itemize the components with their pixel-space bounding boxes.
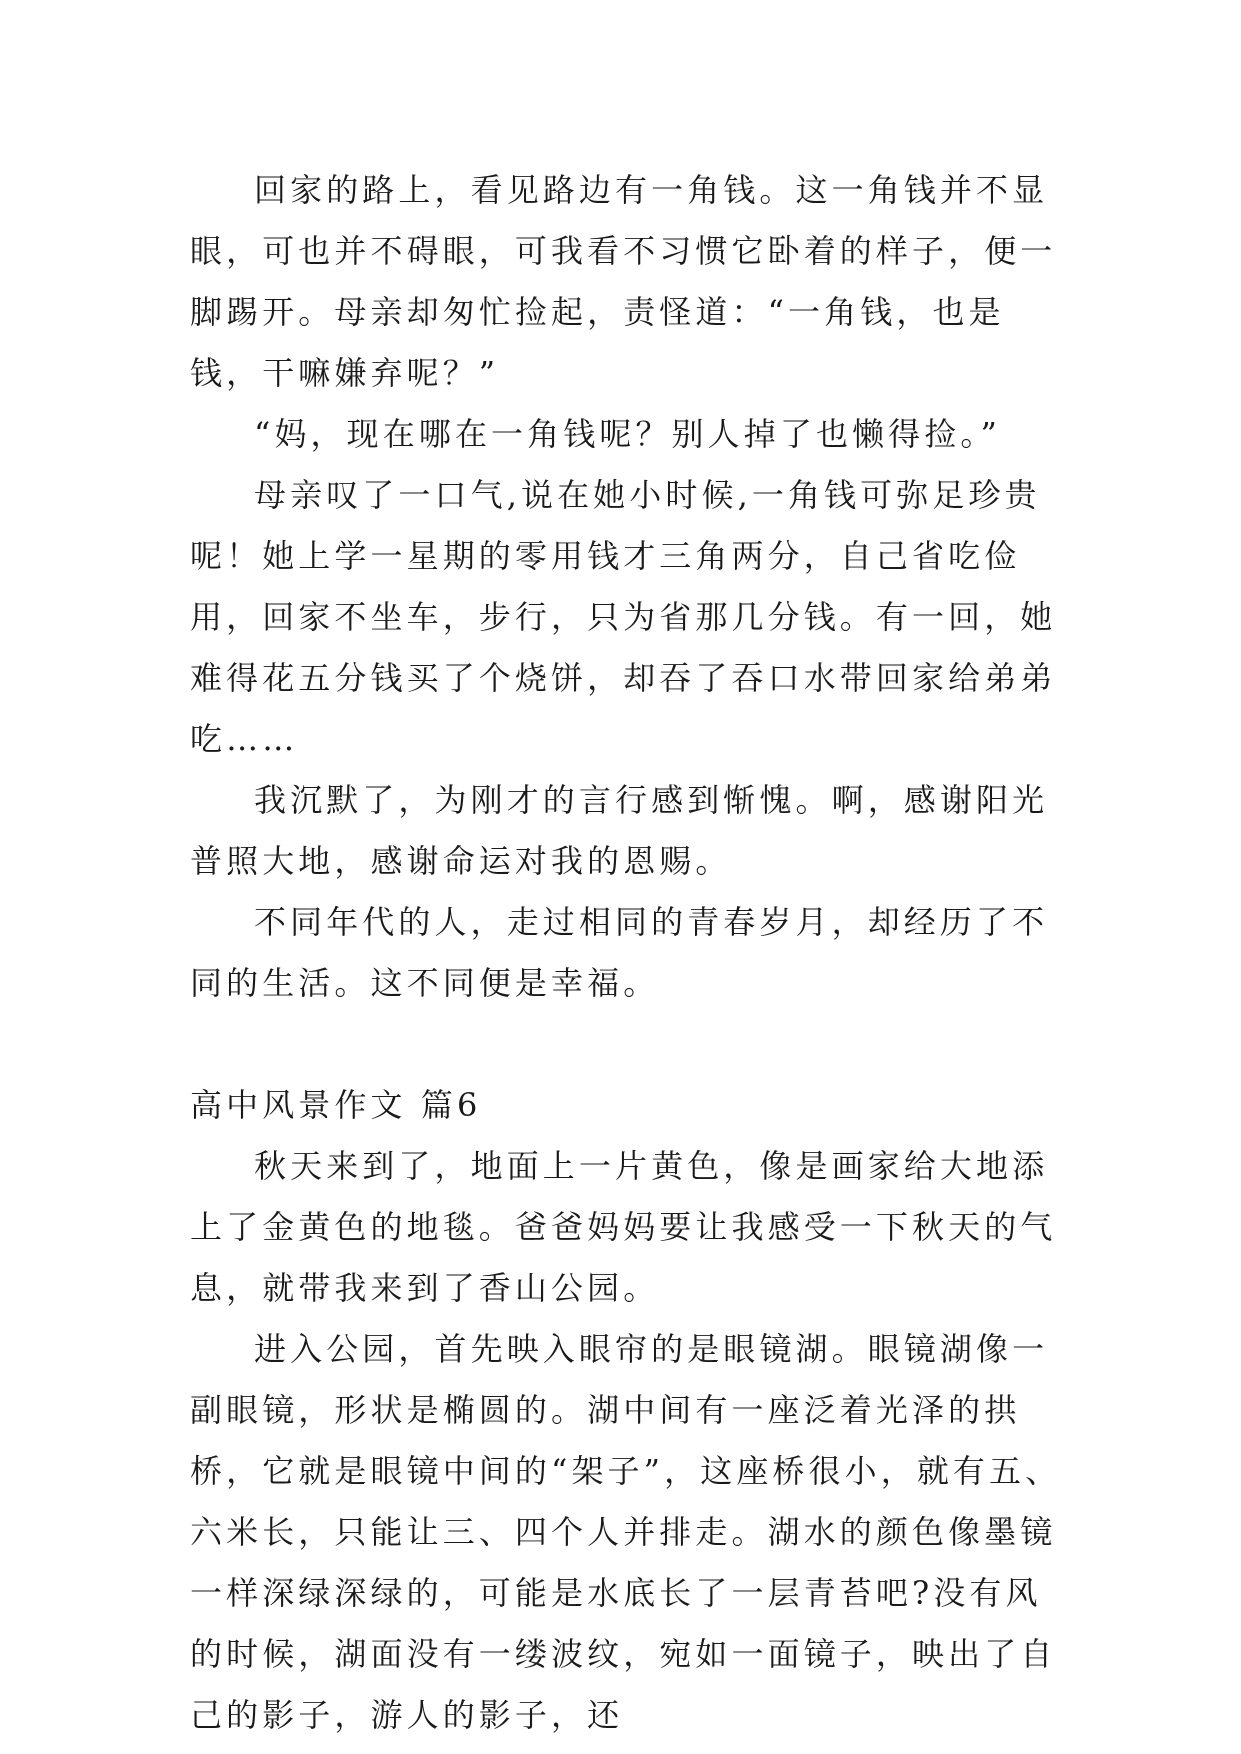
paragraph: 不同年代的人，走过相同的青春岁月，却经历了不同的生活。这不同便是幸福。 <box>190 903 1049 1002</box>
document-body <box>190 160 1070 1746</box>
paragraph: “妈，现在哪在一角钱呢？别人掉了也懒得捡。” <box>254 415 1001 453</box>
paragraph: 我沉默了，为刚才的言行感到惭愧。啊，感谢阳光普照大地，感谢命运对我的恩赐。 <box>190 781 1049 880</box>
paragraph: 母亲叹了一口气,说在她小时候,一角钱可弥足珍贵呢！她上学一星期的零用钱才三角两分，自己省吃俭用，回家不坐车，步行，只为省那几分钱。有一回，她难得花五分钱买了个烧饼，却吞了吞口水带回家给弟弟吃…… <box>190 476 1057 758</box>
paragraph: 回家的路上，看见路边有一角钱。这一角钱并不显眼，可也并不碍眼，可我看不习惯它卧着的样子，便一脚踢开。母亲却匆忙捡起，责怪道：“一角钱，也是钱，干嘛嫌弃呢？” <box>190 171 1057 392</box>
section-heading: 高中风景作文 篇6 <box>190 1086 482 1124</box>
paragraph: 秋天来到了，地面上一片黄色，像是画家给大地添上了金黄色的地毯。爸爸妈妈要让我感受一下秋天的气息，就带我来到了香山公园。 <box>190 1147 1057 1307</box>
paragraph: 进入公园，首先映入眼帘的是眼镜湖。眼镜湖像一副眼镜，形状是椭圆的。湖中间有一座泛着光泽的拱桥，它就是眼镜中间的“架子”，这座桥很小，就有五、六米长，只能让三、四个人并排走。湖水的颜色像墨镜一样深绿深绿的，可能是水底长了一层青苔吧?没有风的时候，湖面没有一缕波纹，宛如一面镜子，映出了自己的影子，游人的影子，还 <box>190 1330 1062 1734</box>
